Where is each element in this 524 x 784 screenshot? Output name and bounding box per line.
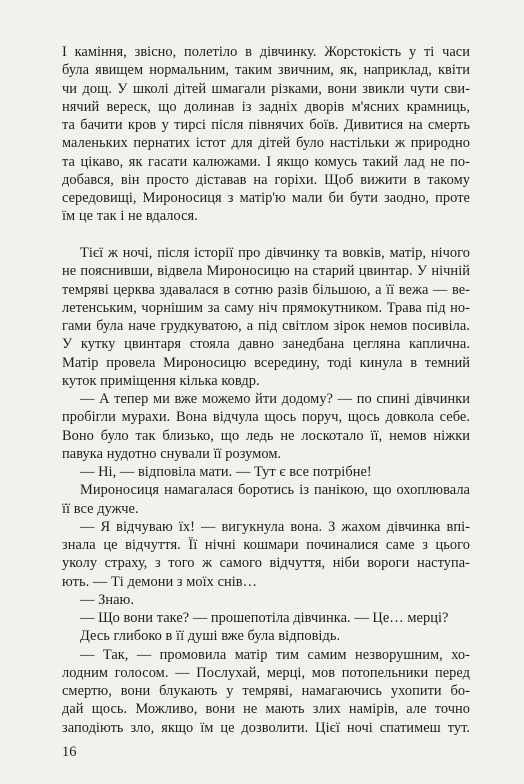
- text-line: була явищем нормальним, таким звичним, як, наприклад, квіти: [62, 62, 470, 79]
- text-line: маленьких пернатих істот для дітей було настільки ж природно: [62, 135, 470, 152]
- text-line: гами була наче грудкуватою, а під світлом зірок немов посивіла.: [62, 318, 470, 334]
- text-line: — Так, — промовила матір тим самим незворушним, хо-: [80, 646, 470, 663]
- paragraph-2: [62, 244, 470, 737]
- text-line: Воно було так близько, що ледь не лоскотало її, немов ніжки: [62, 427, 470, 444]
- text-line: Десь глибоко в її душі вже була відповідь.: [80, 628, 341, 645]
- text-line: куток приміщення кілька ковдр.: [62, 372, 260, 389]
- text-line: дай щось. Можливо, вони не мають злих намірів, але точно: [62, 701, 470, 718]
- text-line: уколу страху, з того ж самого відчуття, ніби вороги наступа-: [62, 555, 470, 572]
- text-line: — Знаю.: [80, 591, 134, 608]
- text-line: — Що вони таке? — прошепотіла дівчинка. — Це… мерці?: [80, 610, 449, 626]
- text-line: та бачити кров у тирсі після півнячих боїв. Дивитися на смерть: [62, 117, 470, 133]
- text-line: середовищі, Мироносиця з матір'ю мали би бути заодно, проте: [62, 190, 470, 206]
- text-line: темряві церква здавалася в сотню разів більшою, а її вежа — ве-: [62, 281, 470, 298]
- page-number: 16: [62, 744, 77, 760]
- text-line: їм це так і не вдалося.: [62, 208, 198, 225]
- text-line: — Я відчуваю їх! — вигукнула вона. З жахом дівчинка впі-: [80, 518, 470, 535]
- text-line: летенським, чорнішим за саму ніч прямокутником. Трава під но-: [62, 299, 470, 316]
- text-line: Тієї ж ночі, після історії про дівчинку та вовків, матір, нічого: [80, 245, 470, 261]
- text-line: не пояснивши, відвела Мироносицю на старий цвинтар. У нічній: [62, 263, 470, 280]
- paragraph-1: [62, 43, 470, 226]
- text-line: смертю, вони блукають у темряві, намагаючись ухопити бо-: [62, 683, 470, 699]
- text-line: знала це відчуття. Її нічні кошмари починалися саме з цього: [62, 537, 470, 553]
- text-line: пробігли мурахи. Вона відчула щось поруч, щось довкола себе.: [62, 409, 470, 426]
- text-line: ють. — Ті демони з моїх снів…: [62, 573, 258, 590]
- text-line: нячий вереск, що долинав із задніх дворів м'ясних крамниць,: [62, 98, 470, 115]
- text-line: її все дужче.: [62, 500, 139, 517]
- text-line: У кутку цвинтаря стояла давно занедбана цегляна каплична.: [62, 336, 470, 353]
- text-line: заподіють зло, якщо їм це дозволити. Цієї ночі спатимеш тут.: [62, 719, 470, 736]
- text-line: Мироносиця намагалася боротись із панікою, що охоплювала: [80, 482, 470, 499]
- text-line: лодним голосом. — Послухай, мерці, мов потопельники перед: [62, 664, 470, 681]
- text-line: та цікаво, як гасати калюжами. І якщо комусь такий лад не по-: [62, 153, 470, 170]
- text-line: — Ні, — відповіла мати. — Тут є все потрібне!: [80, 464, 372, 480]
- text-line: чи дощ. У школі дітей шмагали різками, вони звикли чути сви-: [62, 80, 470, 97]
- text-line: добався, він просто діставав на горіхи. Щоб вижити в такому: [62, 171, 470, 188]
- text-line: — А тепер ми вже можемо йти додому? — по спині дівчинки: [80, 391, 470, 407]
- text-line: павука нудотно снували її розумом.: [62, 445, 282, 462]
- text-line: І каміння, звісно, полетіло в дівчинку. Жорстокість у ті часи: [62, 44, 470, 60]
- text-line: Матір провела Мироносицю всередину, тоді кинула в темний: [62, 354, 470, 371]
